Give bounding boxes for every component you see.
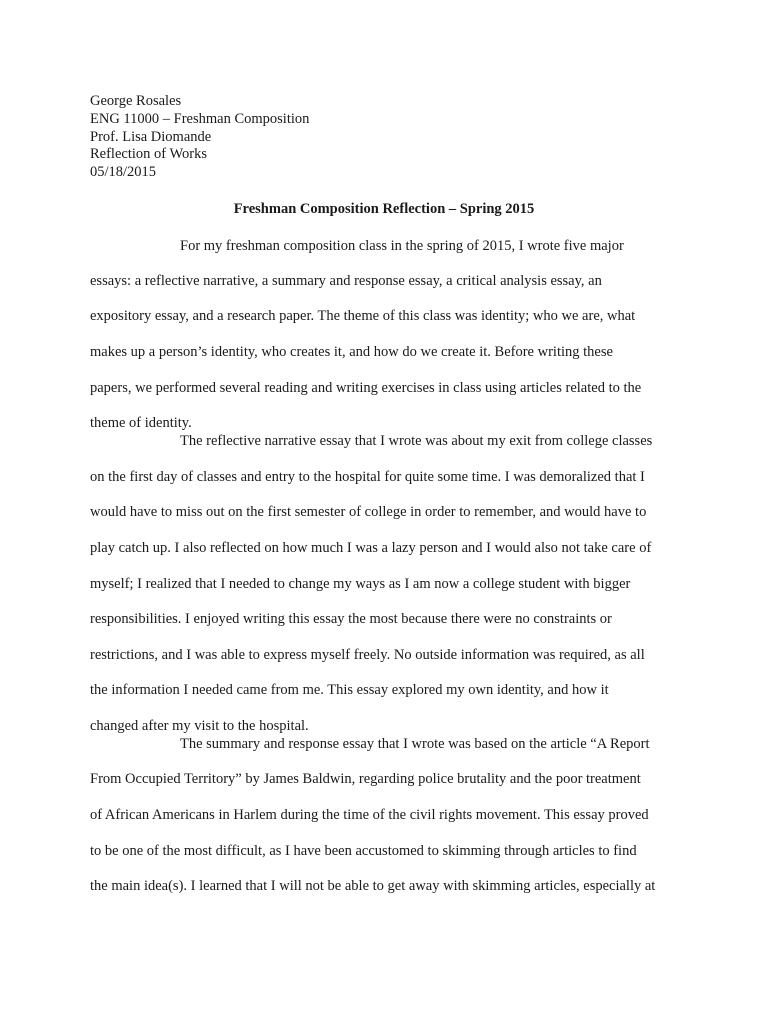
- header-block: [90, 93, 309, 182]
- body-line: theme of identity.: [90, 415, 192, 431]
- course-name: ENG 11000 – Freshman Composition: [90, 110, 310, 127]
- body-line: The reflective narrative essay that I wrote was about my exit from college classes: [180, 433, 653, 449]
- assignment-name: Reflection of Works: [90, 146, 207, 163]
- body-line: play catch up. I also reflected on how much I was a lazy person and I would also not take care of: [90, 540, 652, 556]
- body-line: on the first day of classes and entry to the hospital for quite some time. I was demoralized that I: [90, 469, 645, 485]
- body-line: expository essay, and a research paper. The theme of this class was identity; who we are, what: [90, 308, 636, 324]
- body-line: responsibilities. I enjoyed writing this essay the most because there were no constraints or: [90, 611, 612, 627]
- document-title: Freshman Composition Reflection – Spring 2015: [233, 201, 535, 217]
- document-date: 05/18/2015: [90, 164, 157, 181]
- body-line: From Occupied Territory” by James Baldwin, regarding police brutality and the poor treatment: [90, 771, 641, 787]
- body-line: myself; I realized that I needed to change my ways as I am now a college student with bigger: [90, 576, 631, 592]
- body-line: changed after my visit to the hospital.: [90, 718, 309, 734]
- body-line: the information I needed came from me. This essay explored my own identity, and how it: [90, 682, 609, 698]
- body-line: to be one of the most difficult, as I have been accustomed to skimming through articles to find: [90, 843, 637, 859]
- body-line: The summary and response essay that I wrote was based on the article “A Report: [180, 736, 650, 752]
- body-line: would have to miss out on the first semester of college in order to remember, and would have to: [90, 504, 647, 520]
- author-name: George Rosales: [90, 93, 182, 109]
- body-line: restrictions, and I was able to express myself freely. No outside information was required, as all: [90, 647, 645, 663]
- body-line: For my freshman composition class in the spring of 2015, I wrote five major: [180, 238, 624, 254]
- body-line: the main idea(s). I learned that I will not be able to get away with skimming articles, especially at: [90, 878, 656, 894]
- body-line: makes up a person’s identity, who creates it, and how do we create it. Before writing these: [90, 344, 613, 360]
- body-line: of African Americans in Harlem during the time of the civil rights movement. This essay proved: [90, 807, 649, 823]
- professor-name: Prof. Lisa Diomande: [90, 128, 212, 145]
- body-line: essays: a reflective narrative, a summary and response essay, a critical analysis essay, an: [90, 273, 602, 289]
- body-line: papers, we performed several reading and writing exercises in class using articles related to the: [90, 380, 642, 396]
